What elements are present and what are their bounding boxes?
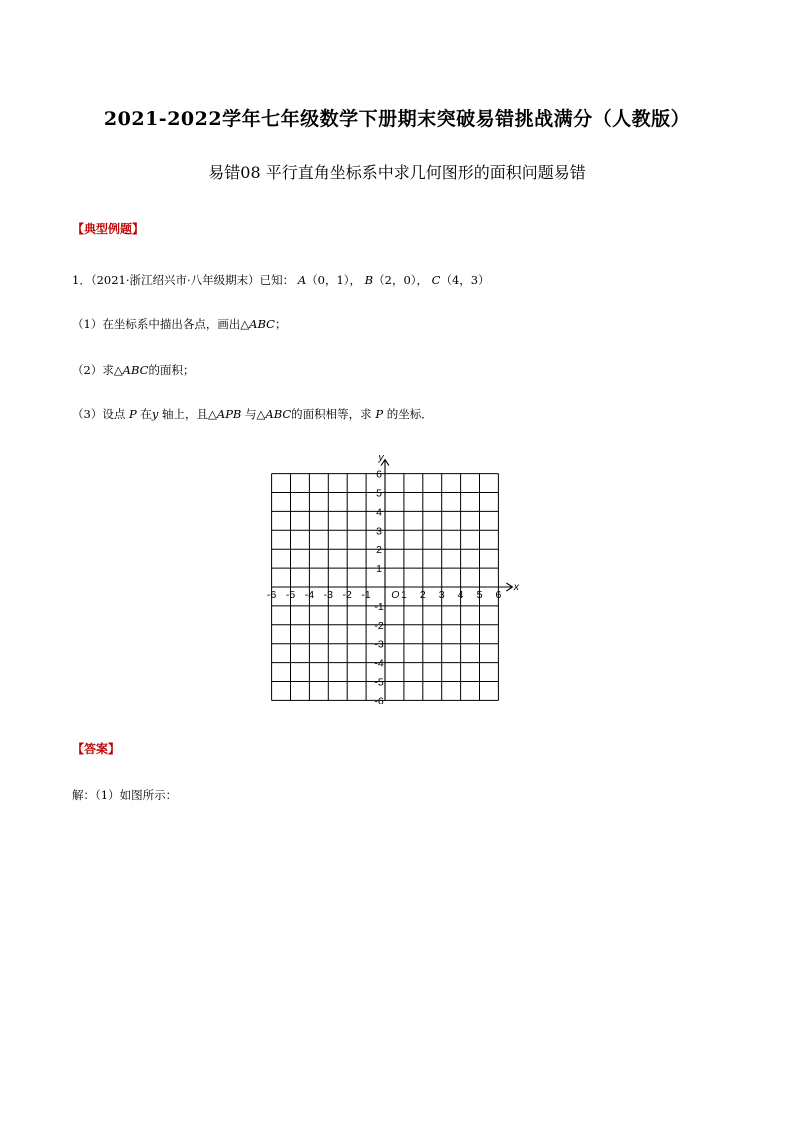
part-3-text-2: 在 xyxy=(136,407,152,421)
y-tick-label: 3 xyxy=(376,525,382,538)
part-3-text-5: 的面积相等，求 xyxy=(291,407,376,421)
y-tick-label: -6 xyxy=(374,695,384,704)
part-3-triangle-abc: △ABC xyxy=(256,407,292,421)
x-tick-label: 2 xyxy=(419,589,426,601)
part-3-point-p-2: P xyxy=(375,407,384,421)
y-tick-label: 5 xyxy=(376,487,382,500)
part-3-text-4: 与 xyxy=(241,407,257,421)
x-tick-label: -3 xyxy=(323,589,333,601)
question-part-3 xyxy=(72,406,433,422)
grid-axes xyxy=(272,460,513,701)
origin-label: O xyxy=(391,589,400,601)
question-number: 1． xyxy=(72,273,91,287)
y-axis-label: y xyxy=(378,452,384,464)
document-title: 2021-2022学年七年级数学下册期末突破易错挑战满分（人教版） xyxy=(103,108,691,130)
part-2-triangle: △ABC xyxy=(113,363,149,377)
section-answer-heading: 【答案】 xyxy=(72,742,121,756)
point-b-name: B xyxy=(364,273,374,287)
part-3-point-p-1: P xyxy=(128,407,137,421)
grid-labels xyxy=(267,452,520,704)
x-tick-label: 5 xyxy=(476,589,483,601)
point-c-coords: （4，3） xyxy=(440,273,490,287)
y-tick-label: -1 xyxy=(374,600,384,613)
point-a-name: A xyxy=(297,273,307,287)
x-tick-label: -4 xyxy=(304,589,315,601)
point-b-sep: ， xyxy=(416,273,429,287)
y-tick-label: -5 xyxy=(374,676,384,689)
part-3-y: y xyxy=(151,407,159,421)
part-3-text-1: （3）设点 xyxy=(72,407,129,421)
x-tick-label: 6 xyxy=(495,589,502,601)
x-axis-label: x xyxy=(513,581,520,593)
y-tick-label: -2 xyxy=(374,619,384,632)
part-3-triangle-apb: △APB xyxy=(208,407,242,421)
document-subtitle: 易错08 平行直角坐标系中求几何图形的面积问题易错 xyxy=(208,163,586,182)
point-a-coords: （0，1） xyxy=(306,273,350,287)
part-1-suffix: ； xyxy=(274,317,287,331)
point-b-coords: （2，0） xyxy=(373,273,417,287)
part-1-triangle: △ABC xyxy=(240,317,275,331)
part-1-prefix: （1）在坐标系中描出各点，画出 xyxy=(72,317,241,331)
part-3-text-3: 轴上，且 xyxy=(158,407,209,421)
question-part-2 xyxy=(72,362,194,378)
question-source: （2021·浙江绍兴市·八年级期末）已知： xyxy=(90,273,295,287)
x-tick-label: -2 xyxy=(342,589,352,601)
part-2-prefix: （2）求 xyxy=(72,363,114,377)
x-tick-label: -6 xyxy=(266,589,277,601)
y-tick-label: -4 xyxy=(374,657,384,670)
point-c-name: C xyxy=(431,273,441,287)
x-tick-label: 4 xyxy=(457,589,464,601)
y-tick-label: 4 xyxy=(376,506,382,519)
part-3-text-6: 的坐标． xyxy=(383,407,433,421)
y-tick-label: 1 xyxy=(376,563,382,576)
y-tick-label: 2 xyxy=(376,544,382,557)
part-2-suffix: 的面积； xyxy=(148,363,195,377)
question-part-1 xyxy=(72,316,286,332)
x-tick-label: 3 xyxy=(438,589,445,601)
x-tick-label: 1 xyxy=(400,589,407,601)
y-tick-label: 6 xyxy=(376,468,382,481)
answer-line: 解：（1）如图所示： xyxy=(72,788,178,802)
coordinate-grid xyxy=(258,452,528,704)
x-tick-label: -1 xyxy=(361,589,371,601)
question-1-stem xyxy=(72,272,490,288)
y-tick-label: -3 xyxy=(374,638,384,651)
point-a-sep: ， xyxy=(349,273,362,287)
x-tick-label: -5 xyxy=(285,589,296,601)
section-example-heading: 【典型例题】 xyxy=(72,222,145,236)
